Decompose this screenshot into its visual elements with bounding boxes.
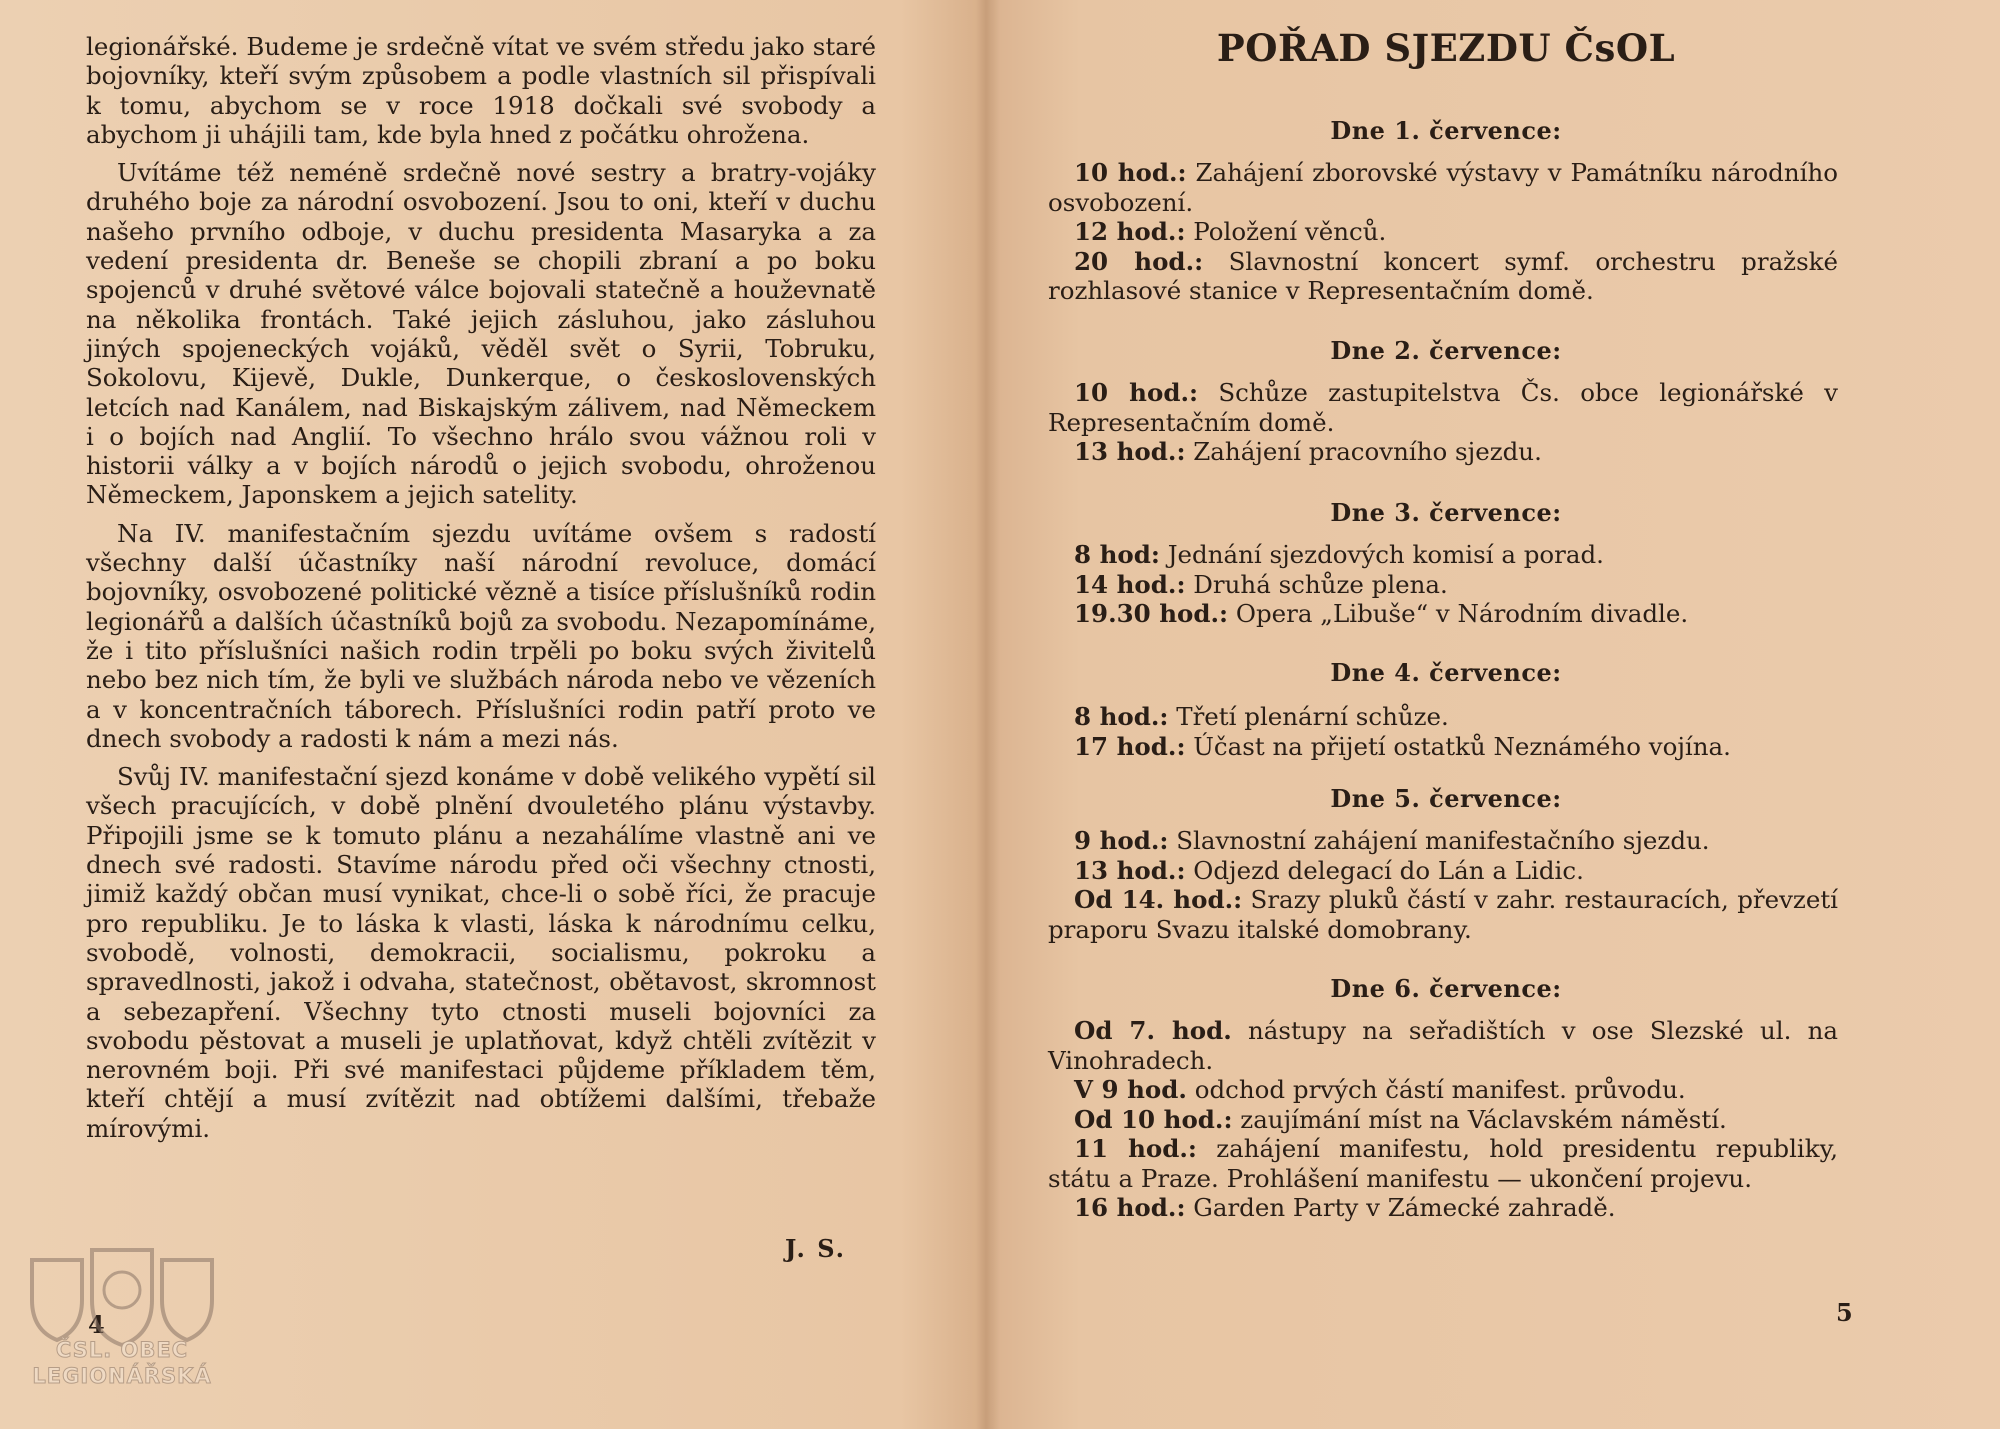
entry-text: Srazy pluků částí v zahr. restauracích, převzetí praporu Svazu italské domobrany.: [1048, 885, 1839, 944]
entry-text: Zahájení zborovské výstavy v Památníku národního osvobození.: [1048, 158, 1838, 217]
schedule-entry: [1048, 1134, 1838, 1193]
entry-text: Garden Party v Zámecké zahradě.: [1193, 1193, 1616, 1222]
schedule-entry: [1048, 217, 1838, 247]
entry-time: V 9 hod.: [1074, 1075, 1187, 1104]
entry-text: Jednání sjezdových komisí a porad.: [1167, 540, 1604, 569]
schedule-entry: [1048, 540, 1838, 570]
entry-time: Od 14. hod.:: [1074, 885, 1243, 914]
entry-time: 20 hod.:: [1074, 246, 1204, 276]
entry-text: Účast na přijetí ostatků Neznámého vojína.: [1193, 731, 1731, 761]
watermark-logo: [22, 1240, 222, 1410]
shield-emblem-icon: [22, 1240, 222, 1350]
entry-time: 13 hod.:: [1074, 855, 1186, 885]
entry-time: 16 hod.:: [1074, 1193, 1186, 1222]
author-signature: J. S.: [785, 1234, 847, 1263]
page-number-left: 4: [88, 1310, 105, 1339]
paragraph: Na IV. manifestačním sjezdu uvítáme ovšem s radostí všechny další účastníky naší národní revoluce, domácí bojovníky, osvobozené politické vězně a tisíce příslušníků rodin legionářů a dalších účastníků bojů za svobodu. Nezapomínáme, že i tito příslušníci našich rodin trpěli po boku svých živitelů nebo bez nich tím, že byli ve službách národa nebo ve vězeních a v koncentračních táborech. Příslušníci rodin patří proto ve dnech svobody a radosti k nám a mezi nás.: [86, 518, 876, 753]
entry-time: 8 hod:: [1074, 540, 1160, 569]
day-entries-5: [1048, 826, 1838, 944]
schedule-entry: [1048, 885, 1838, 944]
schedule-entry: [1048, 732, 1838, 762]
entry-time: 14 hod.:: [1074, 569, 1186, 599]
day-entries-6: [1048, 1016, 1838, 1223]
entry-text: zahájení manifestu, hold presidentu republiky, státu a Praze. Prohlášení manifestu — ukončení projevu.: [1048, 1134, 1838, 1193]
schedule-entry: [1048, 599, 1838, 629]
day-heading-5: Dne 5. července:: [1330, 784, 1562, 813]
entry-text: Opera „Libuše“ v Národním divadle.: [1235, 599, 1689, 628]
entry-time: 8 hod.:: [1074, 702, 1169, 731]
entry-time: Od 10 hod.:: [1074, 1104, 1233, 1134]
entry-text: Slavnostní koncert symf. orchestru pražské rozhlasové stanice v Representačním domě.: [1048, 246, 1839, 305]
left-page-text: [86, 32, 876, 1152]
entry-text: Položení věnců.: [1193, 217, 1387, 246]
paragraph: Svůj IV. manifestační sjezd konáme v době velikého vypětí sil všech pracujících, v době plnění dvouletého plánu výstavby. Připojili jsme se k tomuto plánu a nezahálíme vlastně ani ve dnech své radosti. Stavíme národu před oči všechny ctnosti, jimiž každý občan musí vynikat, chce-li o sobě říci, že pracuje pro republiku. Je to láska k vlasti, láska k národnímu celku, svobodě, volnosti, demokracii, socialismu, pokroku a spravedlnosti, jakož i odvaha, statečnost, obětavost, skromnost a sebezapření. Všechny tyto ctnosti museli bojovníci za svobodu pěstovat a museli je uplatňovat, když chtěli zvítězit v nerovném boji. Při své manifestaci půjdeme příkladem těm, kteří chtějí a musí zvítězit nad obtížemi dalšími, třebaže mírovými.: [86, 762, 876, 1143]
entry-time: 11 hod.:: [1074, 1134, 1197, 1163]
page-number-right: 5: [1836, 1298, 1853, 1327]
schedule-entry: [1048, 247, 1838, 306]
schedule-entry: [1048, 158, 1838, 217]
entry-text: zaujímání míst na Václavském náměstí.: [1240, 1104, 1727, 1134]
entry-time: 19.30 hod.:: [1074, 599, 1229, 628]
paragraph: Uvítáme též neméně srdečně nové sestry a bratry-vojáky druhého boje za národní osvobození. Jsou to oni, kteří v duchu našeho prvního odboje, v duchu presidenta Masaryka a za vedení presidenta dr. Beneše se chopili zbraní a po boku spojenců v druhé světové válce bojovali statečně a houževnatě na několika frontách. Také jejich zásluhou, jako zásluhou jiných spojeneckých vojáků, věděl svět o Syrii, Tobruku, Sokolovu, Kijevě, Dukle, Dunkerque, o československých letcích nad Kanálem, nad Biskajským zálivem, nad Německem i o bojích nad Anglií. To všechno hrálo svou vážnou roli v historii války a v bojích národů o jejich svobodu, ohroženou Německem, Japonskem a jejich satelity.: [86, 158, 876, 510]
day-heading-1: Dne 1. července:: [1330, 116, 1562, 145]
entry-text: Třetí plenární schůze.: [1176, 702, 1449, 731]
paragraph: legionářské. Budeme je srdečně vítat ve svém středu jako staré bojovníky, kteří svým způsobem a podle vlastních sil přispívali k tomu, abychom se v roce 1918 dočkali své svobody a abychom ji uhájili tam, kde byla hned z počátku ohrožena.: [86, 32, 876, 149]
day-entries-4: [1048, 702, 1838, 761]
entry-text: Slavnostní zahájení manifestačního sjezdu.: [1176, 826, 1710, 855]
entry-time: 10 hod.:: [1074, 158, 1187, 187]
entry-text: Druhá schůze plena.: [1193, 569, 1448, 599]
schedule-entry: [1048, 1193, 1838, 1223]
right-page: [1000, 0, 2000, 1429]
entry-time: Od 7. hod.: [1074, 1016, 1232, 1045]
watermark-line-2: LEGIONÁŘSKÁ: [32, 1364, 212, 1388]
watermark-line-1: ČSL. OBEC: [55, 1338, 189, 1362]
entry-text: Schůze zastupitelstva Čs. obce legionářské v Representačním domě.: [1048, 378, 1838, 437]
schedule-entry: [1048, 1105, 1838, 1135]
day-entries-3: [1048, 540, 1838, 629]
entry-time: 12 hod.:: [1074, 217, 1186, 246]
left-page: [0, 0, 980, 1429]
entry-text: Odjezd delegací do Lán a Lidic.: [1193, 855, 1584, 885]
schedule-entry: [1048, 702, 1838, 732]
day-heading-3: Dne 3. července:: [1330, 498, 1562, 527]
entry-text: odchod prvých částí manifest. průvodu.: [1194, 1075, 1686, 1104]
schedule-entry: [1048, 437, 1838, 467]
entry-time: 17 hod.:: [1074, 731, 1186, 761]
schedule-entry: [1048, 856, 1838, 886]
schedule-entry: [1048, 826, 1838, 856]
entry-time: 10 hod.:: [1074, 378, 1199, 407]
entry-text: nástupy na seřadištích v ose Slezské ul. na Vinohradech.: [1048, 1016, 1838, 1075]
entry-time: 9 hod.:: [1074, 826, 1169, 855]
schedule-entry: [1048, 378, 1838, 437]
day-entries-2: [1048, 378, 1838, 467]
schedule-entry: [1048, 1016, 1838, 1075]
page-title: POŘAD SJEZDU ČsOL: [1216, 26, 1676, 70]
day-heading-2: Dne 2. července:: [1330, 336, 1562, 365]
schedule-entry: [1048, 1075, 1838, 1105]
day-heading-4: Dne 4. července:: [1330, 658, 1562, 687]
entry-text: Zahájení pracovního sjezdu.: [1193, 437, 1542, 466]
day-entries-1: [1048, 158, 1838, 306]
entry-time: 13 hod.:: [1074, 437, 1186, 466]
day-heading-6: Dne 6. července:: [1330, 974, 1562, 1003]
schedule-entry: [1048, 570, 1838, 600]
